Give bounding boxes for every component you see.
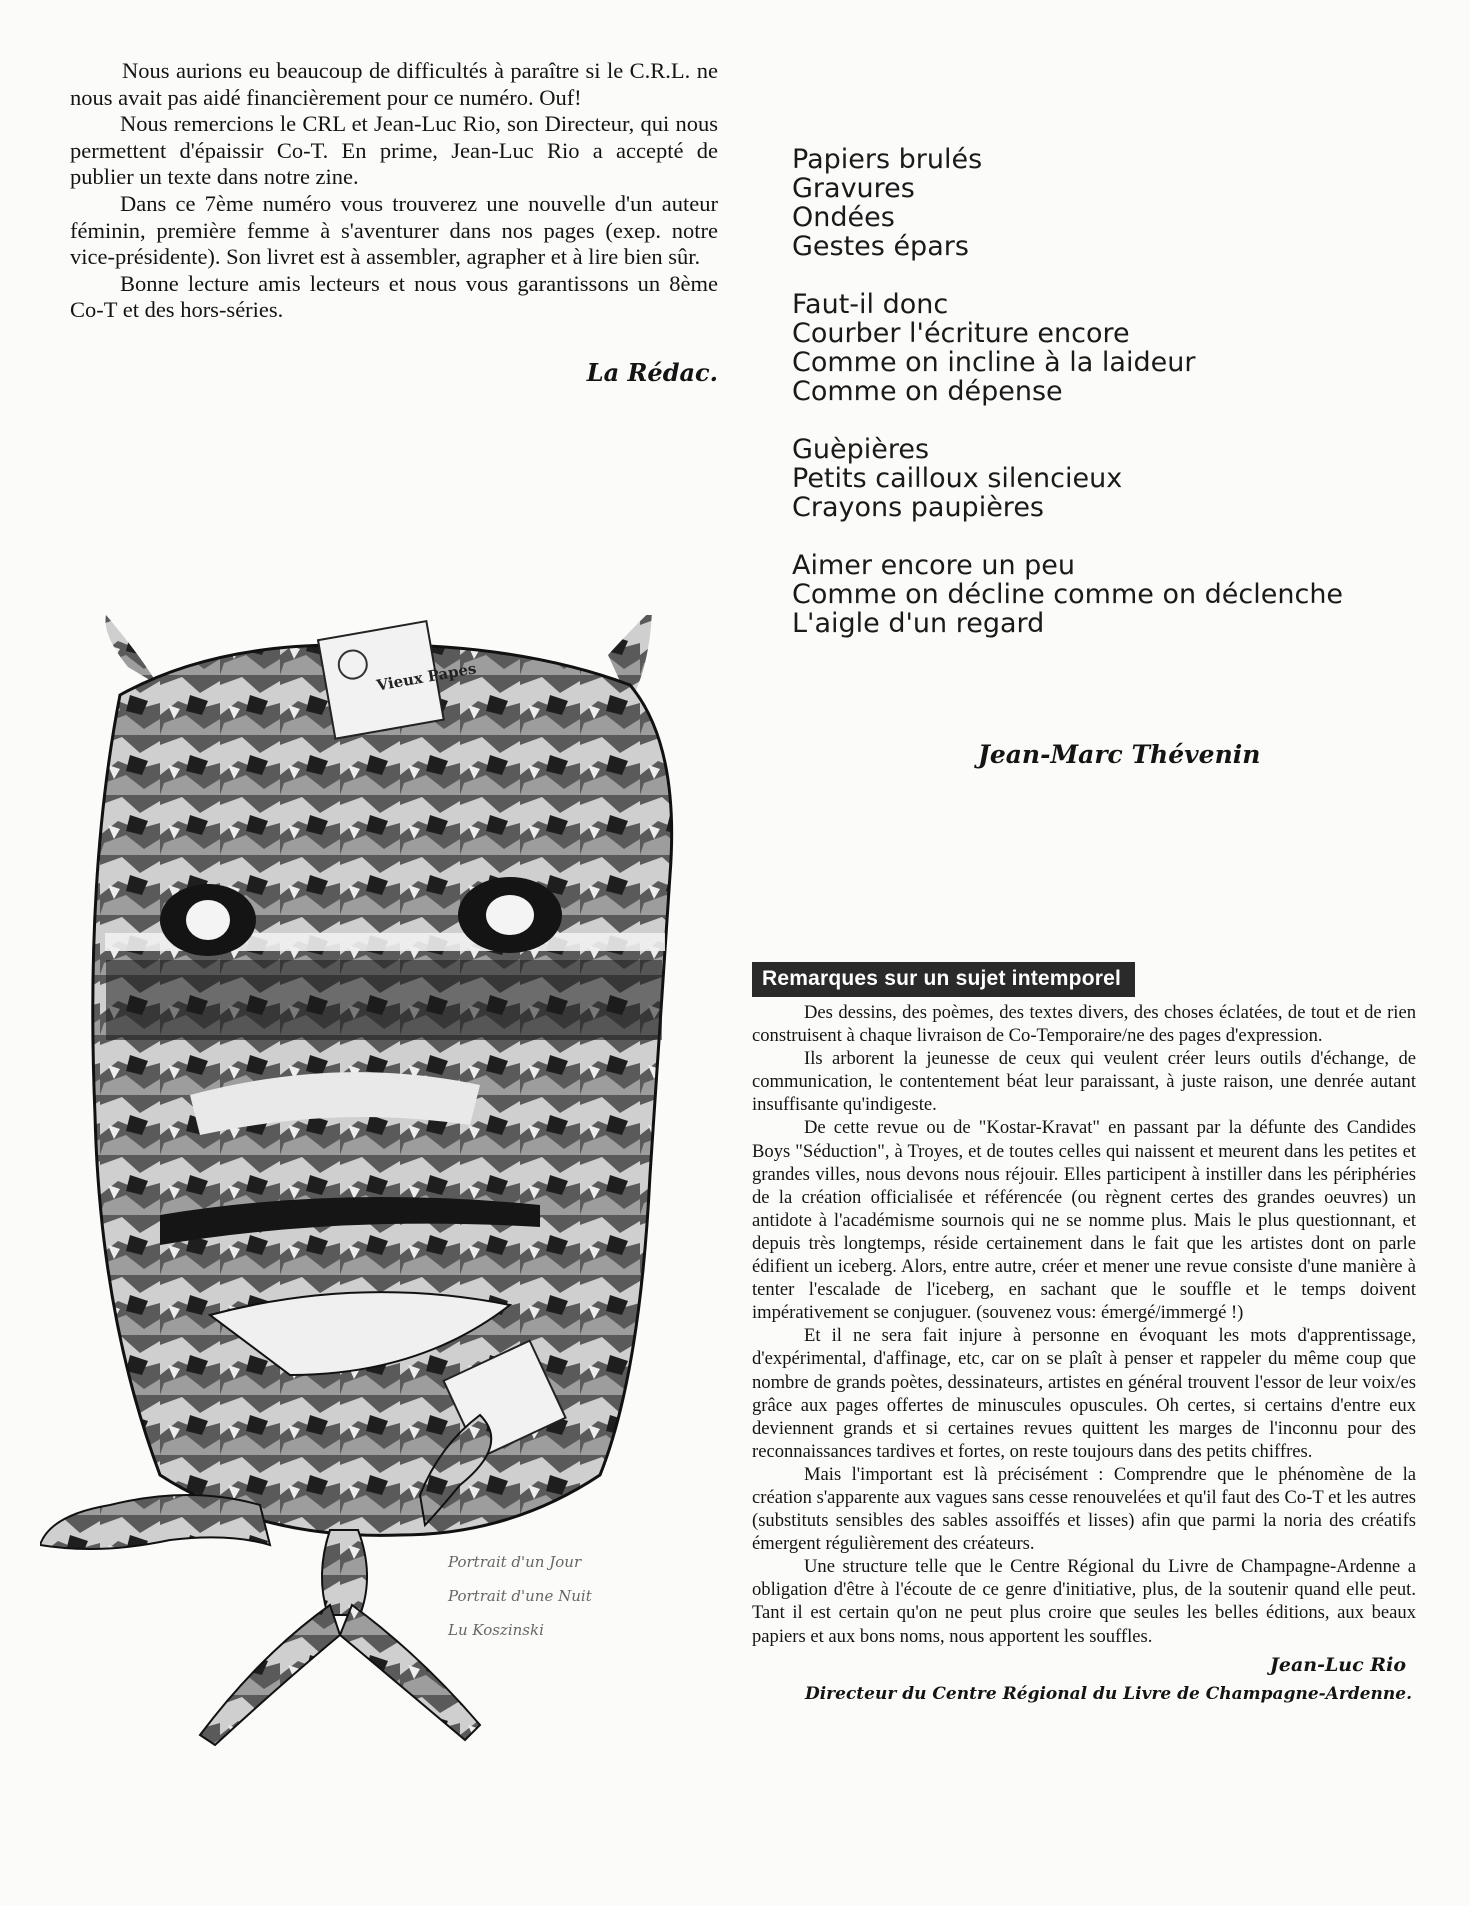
intro-signature: La Rédac.	[586, 357, 718, 387]
intro-paragraph: Bonne lecture amis lecteurs et nous vous garantissons un 8ème Co-T et des hors-séries.	[70, 270, 718, 323]
poem-line: Gestes épars	[792, 231, 969, 262]
artwork-caption	[448, 1545, 678, 1647]
essay-paragraph: Des dessins, des poèmes, des textes divers, des choses éclatées, de tout et de rien construisent à chaque livraison de Co-Temporaire/ne des pages d'expression.	[752, 1002, 1416, 1047]
poem-line: Faut-il donc	[792, 289, 949, 320]
artwork-caption-line: Lu Koszinski	[448, 1621, 544, 1639]
intro-paragraph: Nous aurions eu beaucoup de difficultés à paraître si le C.R.L. ne nous avait pas aidé financièrement pour ce numéro. Ouf!	[70, 58, 718, 110]
poem-line: Gravures	[792, 173, 915, 204]
poem-stanza	[792, 290, 1432, 406]
poem-line: Petits cailloux silencieux	[792, 463, 1123, 494]
poem-author: Jean-Marc Thévenin	[978, 740, 1261, 769]
collage-horn-left	[105, 615, 158, 685]
essay-signature: Jean-Luc Rio	[1269, 1653, 1406, 1676]
artwork-caption-line: Portrait d'une Nuit	[448, 1587, 592, 1605]
poem	[792, 145, 1432, 667]
editorial-intro	[70, 58, 718, 387]
essay-title: Remarques sur un sujet intemporel	[752, 962, 1135, 997]
poem-line: Crayons paupières	[792, 492, 1044, 523]
poem-line: Comme on dépense	[792, 376, 1063, 407]
poem-line: Aimer encore un peu	[792, 550, 1076, 581]
poem-line: Courber l'écriture encore	[792, 318, 1130, 349]
essay-body	[752, 1001, 1416, 1648]
poem-stanza	[792, 145, 1432, 261]
poem-line: Guèpières	[792, 434, 930, 465]
artwork-caption-line: Portrait d'un Jour	[448, 1553, 582, 1571]
essay-paragraph: Une structure telle que le Centre Régional du Livre de Champagne-Ardenne a obligation d'être à l'écoute de ce genre d'initiative, plus, de la soutenir quand elle peut. Tant il est certain qu'on ne peut plus croire que seules les belles éditions, aux beaux papiers et aux bons noms, nous apportent les souffles.	[752, 1556, 1416, 1647]
essay-paragraph: Et il ne sera fait injure à personne en évoquant les mots d'apprentissage, d'expérimental, d'affinage, etc, car on se plaît à penser et rappeler du même coup que nombre de grands poètes, dessinateurs, artistes en général trouvent l'essor de leur voix/es grâce aux pages offertes de minuscules opuscules. Oh certes, si certains d'entre eux deviennent grands et si certaines revues quittent les marges de l'inconnu pour des reconnaissances tardives et fortes, on reste toujours dans des petits chiffres.	[752, 1325, 1416, 1462]
poem-line: Comme on décline comme on déclenche	[792, 579, 1344, 610]
poem-line: L'aigle d'un regard	[792, 608, 1045, 639]
poem-stanza	[792, 551, 1432, 638]
poem-line: Papiers brulés	[792, 144, 983, 175]
essay-paragraph: Ils arborent la jeunesse de ceux qui veulent créer leurs outils d'échange, de communication, le contentement béat leur paraissant, à juste raison, une denrée autant insuffisante qu'indigeste.	[752, 1048, 1416, 1116]
essay-signature-title: Directeur du Centre Régional du Livre de Champagne-Ardenne.	[804, 1683, 1412, 1704]
poem-line: Ondées	[792, 202, 895, 233]
collage-stem	[322, 1530, 367, 1615]
collage-arm-left	[40, 1495, 270, 1549]
essay-paragraph: Mais l'important est là précisément : Comprendre que le phénomène de la création s'apparente aux vagues sans cesse renouvelées et qu'il faut des Co-T et les autres (substituts sensibles des sables assoiffés et lisses) afin que parmi la noria des créatifs émergent régulièrement des créateurs.	[752, 1463, 1416, 1555]
collage-label-text: Vieux Papes	[375, 659, 478, 695]
essay	[752, 962, 1416, 1704]
poem-line: Comme on incline à la laideur	[792, 347, 1196, 378]
intro-paragraph: Nous remercions le CRL et Jean-Luc Rio, son Directeur, qui nous permettent d'épaissir Co-T. En prime, Jean-Luc Rio a accepté de publier un texte dans notre zine.	[70, 111, 718, 190]
poem-stanza	[792, 435, 1432, 522]
intro-paragraph: Dans ce 7ème numéro vous trouverez une nouvelle d'un auteur féminin, première femme à s'aventurer dans nos pages (exep. notre vice-présidente). Son livret est à assembler, agrapher et à lire bien sûr.	[70, 190, 718, 270]
collage-leg-left	[200, 1605, 340, 1745]
essay-paragraph: De cette revue ou de "Kostar-Kravat" en passant par la défunte des Candides Boys "Séduction", à Troyes, et de toutes celles qui naissent et meurent dans les petites et grandes villes, nous devons nous réjouir. Elles participent à instiller dans les périphéries de la création officialisée et référencée (ou règnent certes des grandes oeuvres) un antidote à l'académisme sournois qui ne se nomme plus. Mais le plus questionnant, et depuis très longtemps, réside certainement dans le fait que les artistes dont on parle édifient un iceberg. Alors, entre autre, créer et mener une revue consiste d'une manière à tenter l'escalade de l'iceberg, en sachant que le souffle et le temps doivent impérativement se conjuguer. (souvenez vous: émergé/immergé !)	[752, 1117, 1416, 1324]
